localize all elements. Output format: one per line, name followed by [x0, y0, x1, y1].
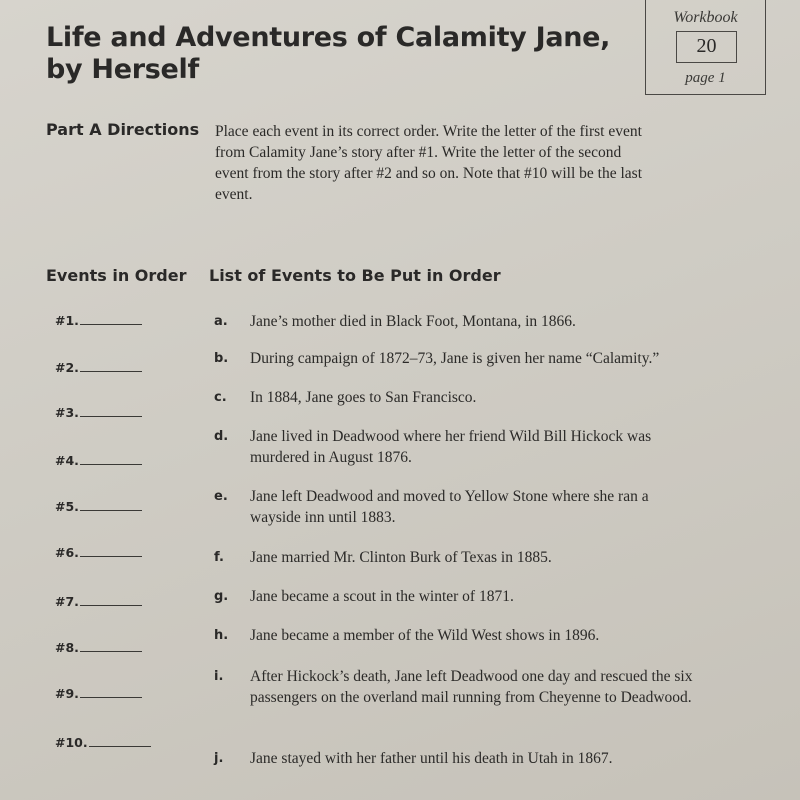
answer-blank[interactable] — [80, 650, 142, 652]
workbook-number: 20 — [676, 31, 737, 63]
event-letter: d. — [214, 429, 229, 444]
workbook-page-number: page 1 — [685, 70, 726, 86]
event-letter: j. — [214, 751, 224, 766]
slot-number: #10. — [55, 735, 88, 750]
event-letter: c. — [214, 390, 227, 405]
answer-slot[interactable] — [55, 686, 155, 701]
slot-number: #4. — [55, 453, 79, 468]
event-text: In 1884, Jane goes to San Francisco. — [250, 389, 477, 406]
event-letter: a. — [214, 314, 228, 329]
worksheet-title — [46, 22, 610, 86]
workbook-box — [645, 0, 766, 95]
answer-blank[interactable] — [80, 509, 142, 511]
answer-blank[interactable] — [80, 370, 142, 372]
event-text: During campaign of 1872–73, Jane is given her name “Calamity.” — [250, 350, 660, 367]
answer-slot[interactable] — [55, 735, 155, 750]
answer-blank[interactable] — [89, 745, 151, 747]
events-list-heading: List of Events to Be Put in Order — [209, 266, 501, 285]
answer-blank[interactable] — [80, 323, 142, 325]
answer-slot[interactable] — [55, 499, 155, 514]
slot-number: #1. — [55, 313, 79, 328]
answer-slot[interactable] — [55, 360, 155, 375]
part-a-label: Part A Directions — [46, 120, 200, 139]
slot-number: #8. — [55, 640, 79, 655]
workbook-label: Workbook — [673, 9, 738, 26]
event-text: After Hickock’s death, Jane left Deadwood one day and rescued the six passengers on the overland mail running from Cheyenne to Deadwood. — [250, 668, 693, 706]
event-letter: f. — [214, 550, 224, 565]
slot-number: #9. — [55, 686, 79, 701]
slot-number: #6. — [55, 545, 79, 560]
answer-slot[interactable] — [55, 545, 155, 560]
part-a-directions: Place each event in its correct order. Write the letter of the first event from Calamity Jane’s story after #1. Write the letter of the second event from the story after #2 and so on. Note that #10 will be the last event. — [215, 123, 643, 203]
title-line-1: Life and Adventures of Calamity Jane, — [46, 22, 611, 53]
event-text: Jane became a scout in the winter of 1871. — [250, 588, 514, 605]
slot-number: #2. — [55, 360, 79, 375]
answer-slot[interactable] — [55, 594, 155, 609]
slot-number: #7. — [55, 594, 79, 609]
event-letter: e. — [214, 489, 228, 504]
answer-slot[interactable] — [55, 640, 155, 655]
answer-blank[interactable] — [80, 463, 142, 465]
event-text: Jane left Deadwood and moved to Yellow Stone where she ran a wayside inn until 1883. — [250, 488, 649, 526]
event-text: Jane became a member of the Wild West shows in 1896. — [250, 627, 600, 644]
event-letter: h. — [214, 628, 229, 643]
answer-slot[interactable] — [55, 313, 155, 328]
event-letter: i. — [214, 669, 224, 684]
event-letter: b. — [214, 351, 229, 366]
title-line-2: by Herself — [46, 54, 199, 85]
event-text: Jane stayed with her father until his death in Utah in 1867. — [250, 750, 613, 767]
event-text: Jane lived in Deadwood where her friend Wild Bill Hickock was murdered in August 1876. — [250, 428, 652, 466]
answer-slot[interactable] — [55, 453, 155, 468]
slot-number: #5. — [55, 499, 79, 514]
event-letter: g. — [214, 589, 229, 604]
events-in-order-heading: Events in Order — [46, 266, 187, 285]
answer-blank[interactable] — [80, 555, 142, 557]
answer-blank[interactable] — [80, 604, 142, 606]
slot-number: #3. — [55, 405, 79, 420]
answer-slot[interactable] — [55, 405, 155, 420]
answer-blank[interactable] — [80, 696, 142, 698]
event-text: Jane married Mr. Clinton Burk of Texas in 1885. — [250, 549, 552, 566]
event-text: Jane’s mother died in Black Foot, Montana, in 1866. — [250, 313, 576, 330]
answer-blank[interactable] — [80, 415, 142, 417]
